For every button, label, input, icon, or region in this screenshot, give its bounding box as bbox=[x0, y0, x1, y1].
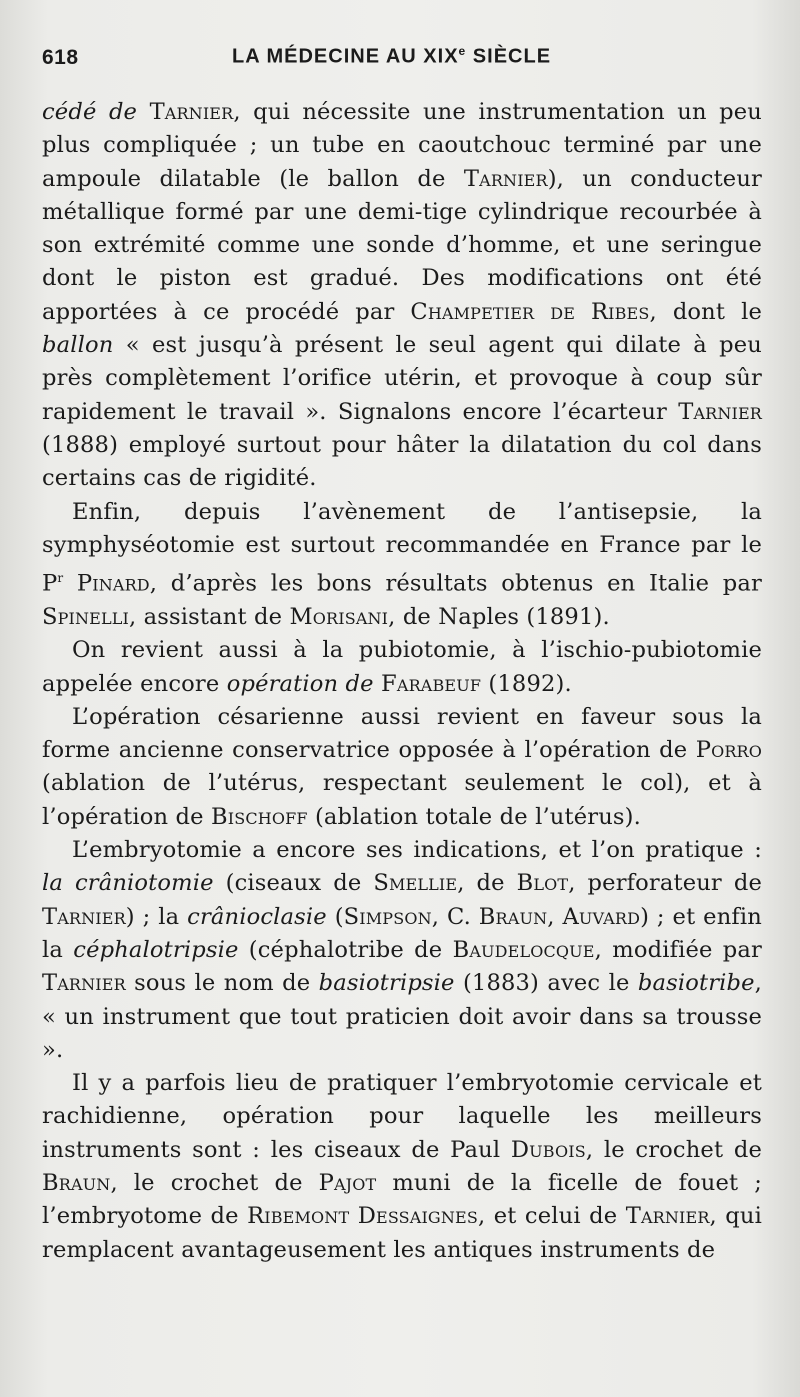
running-title: LA MÉDECINE AU XIXe SIÈCLE bbox=[232, 44, 552, 68]
paragraph-2: Enfin, depuis l’avènement de l’antisepsie, la symphyséotomie est surtout recommandée en France par le $P^r$ Pinard, d’après les bons résultats obtenus en Italie par Spinelli, assistant de Morisani, de Naples (1891). bbox=[42, 498, 762, 630]
paragraph-4: L’opération césarienne aussi revient en faveur sous la forme ancienne conservatrice opposée à l’opération de Porro (ablation de l’utérus, respectant seulement le col), et à l’opération de Bischoff (ablation totale de l’utérus). bbox=[42, 703, 762, 830]
page-number: 618 bbox=[42, 46, 79, 69]
page-header bbox=[42, 34, 762, 84]
body-text bbox=[42, 96, 762, 1267]
paragraph-3: On revient aussi à la pubiotomie, à l’ischio-pubiotomie appelée encore opération de Farabeuf (1892). bbox=[42, 637, 762, 697]
paragraph-5: L’embryotomie a encore ses indications, et l’on pratique : la crâniotomie (ciseaux de Smellie, de Blot, perforateur de Tarnier) ; la crânioclasie (Simpson, C. Braun, Auvard) ; et enfin la céphalotripsie (céphalotribe de Baudelocque, modifiée par Tarnier sous le nom de basiotripsie (1883) avec le basiotribe, « un instrument que tout praticien doit avoir dans sa trousse ». bbox=[42, 837, 762, 1063]
paragraph-6: Il y a parfois lieu de pratiquer l’embryotomie cervicale et rachidienne, opération pour laquelle les meilleurs instruments sont : les ciseaux de Paul Dubois, le crochet de Braun, le crochet de Pajot muni de la ficelle de fouet ; l’embryotome de Ribemont Dessaignes, et celui de Tarnier, qui remplacent avantageusement les antiques instruments de bbox=[42, 1070, 763, 1263]
paragraph-1: cédé de Tarnier, qui nécessite une instrumentation un peu plus compliquée ; un tube en caoutchouc terminé par une ampoule dilatable (le ballon de Tarnier), un conducteur métallique formé par une demi-tige cylindrique recourbée à son extrémité comme une sonde d’homme, et une seringue dont le piston est gradué. Des modifications ont été apportées à ce procédé par Champetier de Ribes, dont le ballon « est jusqu’à présent le seul agent qui dilate à peu près complètement l’orifice utérin, et provoque à coup sûr rapidement le travail ». Signalons encore l’écarteur Tarnier (1888) employé surtout pour hâter la dilatation du col dans certains cas de rigidité. bbox=[42, 99, 762, 492]
